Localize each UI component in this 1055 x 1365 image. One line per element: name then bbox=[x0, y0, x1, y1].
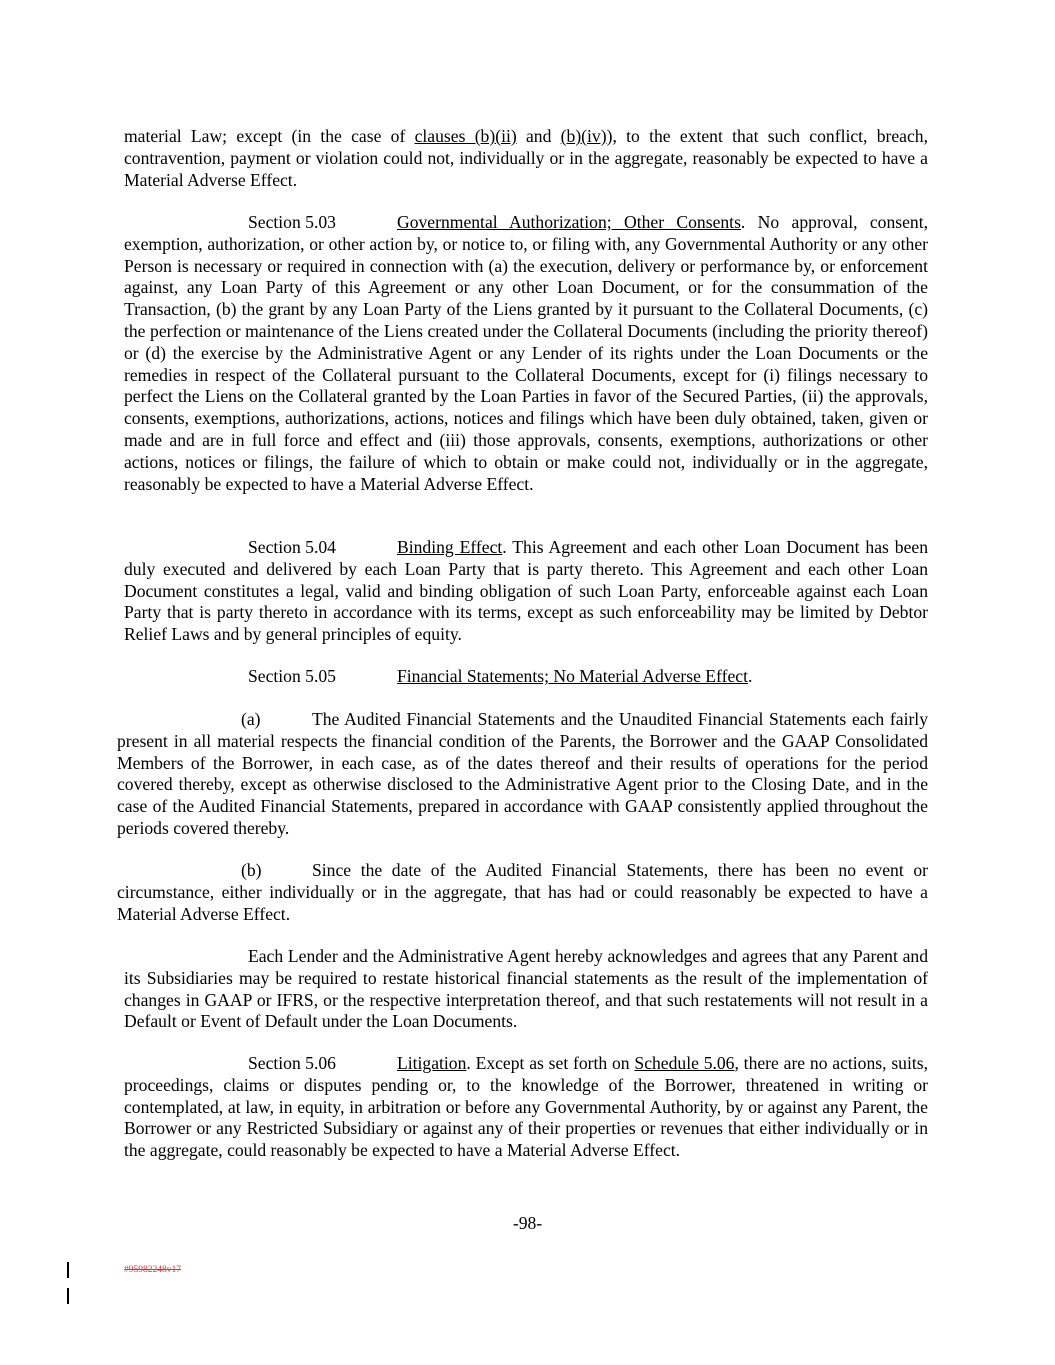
section-title-period: . bbox=[747, 666, 753, 686]
section-number: Section 5.04 bbox=[248, 537, 336, 557]
section-title: Governmental Authorization; Other Consents bbox=[397, 212, 741, 232]
section-5-05-heading bbox=[248, 666, 928, 688]
page-number: -98- bbox=[512, 1213, 543, 1233]
section-title: Financial Statements; No Material Adverse Effect bbox=[397, 666, 748, 686]
acknowledgment-paragraph bbox=[124, 946, 928, 1033]
section-body: . No approval, consent, exemption, authorization, or other action by, or notice to, or filing with, any Governmental Authority or any other Person is necessary or required in connection with (a) the execution, delivery or performance by, or enforcement against, any Loan Party of this Agreement or any other Loan Document, or for the consummation of the Transaction, (b) the grant by any Loan Party of the Liens granted by it pursuant to the Collateral Documents, (c) the perfection or maintenance of the Liens created under the Collateral Documents (including the priority thereof) or (d) the exercise by the Administrative Agent or any Lender of its rights under the Loan Documents or the remedies in respect of the Collateral pursuant to the Collateral Documents, except for (i) filings necessary to perfect the Liens on the Collateral granted by the Loan Parties in favor of the Secured Parties, (ii) the approvals, consents, exemptions, authorizations, actions, notices and filings which have been duly obtained, taken, given or made and are in full force and effect and (iii) those approvals, consents, exemptions, authorizations or other actions, notices or filings, the failure of which to obtain or make could not, individually or in the aggregate, reasonably be expected to have a Material Adverse Effect. bbox=[124, 212, 928, 494]
clause-body: Since the date of the Audited Financial Statements, there has been no event or circumstance, either individually or in the aggregate, that has had or could reasonably be expected to have a Material Adverse Effect. bbox=[117, 860, 928, 924]
section-title: Litigation bbox=[397, 1053, 467, 1073]
paragraph-text: ), to the extent that such conflict, breach, contravention, payment or violation could not, individually or in the aggregate, reasonably be expected to have a Material Adverse Effect. bbox=[124, 126, 929, 190]
clause-label: (b) bbox=[241, 860, 262, 880]
clause-reference: clauses (b)(ii) bbox=[414, 126, 517, 146]
schedule-reference: Schedule 5.06 bbox=[634, 1053, 735, 1073]
paragraph-text: and bbox=[516, 126, 561, 146]
paragraph-text: material Law; except (in the case of bbox=[124, 126, 415, 146]
section-5-06 bbox=[124, 1053, 928, 1162]
section-body: . Except as set forth on bbox=[466, 1053, 635, 1073]
change-bar bbox=[67, 1288, 69, 1304]
clause-reference: (b)(iv) bbox=[560, 126, 607, 146]
clause-a bbox=[117, 709, 928, 840]
document-id: #95982248v17 bbox=[124, 1265, 181, 1275]
section-5-03 bbox=[124, 212, 928, 495]
section-number: Section 5.03 bbox=[248, 212, 336, 232]
section-5-04 bbox=[124, 537, 928, 646]
clause-b bbox=[117, 860, 928, 925]
change-bar bbox=[67, 1262, 69, 1278]
section-body: . This Agreement and each other Loan Document has been duly executed and delivered by each Loan Party that is party thereto. This Agreement and each other Loan Document constitutes a legal, valid and binding obligation of such Loan Party, enforceable against each Loan Party that is party thereto in accordance with its terms, except as such enforceability may be limited by Debtor Relief Laws and by general principles of equity. bbox=[124, 537, 929, 645]
clause-label: (a) bbox=[241, 709, 261, 729]
section-number: Section 5.06 bbox=[248, 1053, 336, 1073]
clause-body: The Audited Financial Statements and the Unaudited Financial Statements each fairly present in all material respects the financial condition of the Parents, the Borrower and the GAAP Consolidated Members of the Borrower, in each case, as of the dates thereof and their results of operations for the period covered thereby, except as otherwise disclosed to the Administrative Agent prior to the Closing Date, and in the case of the Audited Financial Statements, prepared in accordance with GAAP consistently applied throughout the periods covered thereby. bbox=[117, 709, 928, 838]
paragraph-text: Each Lender and the Administrative Agent hereby acknowledges and agrees that any Parent and its Subsidiaries may be required to restate historical financial statements as the result of the implementation of changes in GAAP or IFRS, or the respective interpretation thereof, and that such restatements will not result in a Default or Event of Default under the Loan Documents. bbox=[124, 946, 928, 1032]
section-number: Section 5.05 bbox=[248, 666, 336, 686]
section-body: , there are no actions, suits, proceedings, claims or disputes pending or, to the knowledge of the Borrower, threatened in writing or contemplated, at law, in equity, in arbitration or before any Governmental Authority, by or against any Parent, the Borrower or any Restricted Subsidiary or against any of their properties or revenues that either individually or in the aggregate, could reasonably be expected to have a Material Adverse Effect. bbox=[124, 1053, 928, 1161]
paragraph-continuation bbox=[124, 126, 928, 191]
section-title: Binding Effect bbox=[397, 537, 503, 557]
